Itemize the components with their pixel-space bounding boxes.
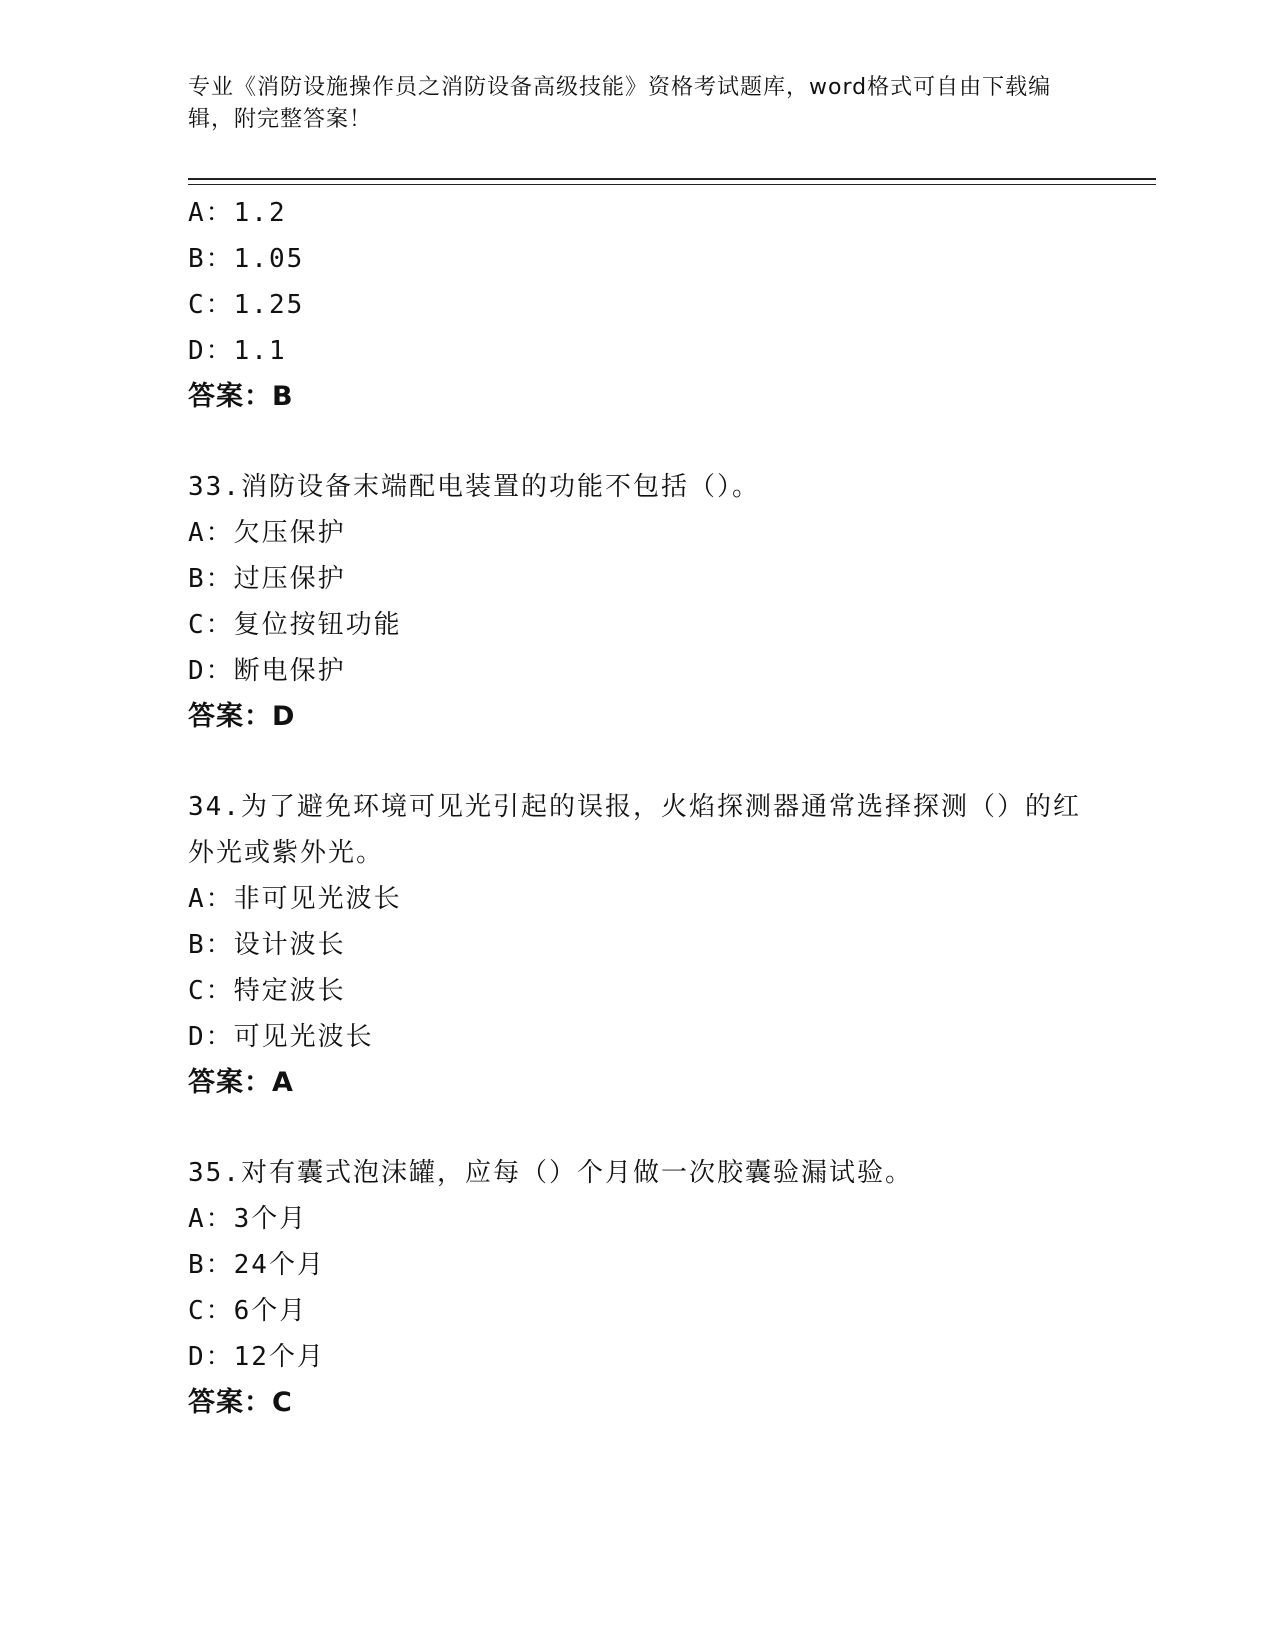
option-a: A：欠压保护 — [188, 518, 346, 548]
option-d: D：断电保护 — [188, 656, 346, 686]
question-text: 34.为了避免环境可见光引起的误报，火焰探测器通常选择探测（）的红外光或紫外光。 — [188, 792, 1081, 868]
option-a: A：3个月 — [188, 1204, 308, 1234]
question-block-34 — [188, 784, 1088, 1106]
option-d: D：可见光波长 — [188, 1022, 374, 1052]
option-b: B：1.05 — [188, 244, 305, 274]
option-a: A：非可见光波长 — [188, 884, 402, 914]
option-d: D：1.1 — [188, 336, 287, 366]
option-c: C：1.25 — [188, 290, 305, 320]
answer: 答案：C — [188, 1387, 293, 1418]
option-d: D：12个月 — [188, 1342, 325, 1372]
document-header: 专业《消防设施操作员之消防设备高级技能》资格考试题库，word格式可自由下载编辑，附完整答案！ — [188, 75, 1052, 132]
question-text: 35.对有囊式泡沫罐，应每（）个月做一次胶囊验漏试验。 — [188, 1158, 913, 1188]
question-text: 33.消防设备末端配电装置的功能不包括（）。 — [188, 472, 760, 502]
option-b: B：过压保护 — [188, 564, 346, 594]
option-b: B：设计波长 — [188, 930, 346, 960]
header-divider-thin — [188, 184, 1156, 185]
option-a: A：1.2 — [188, 198, 287, 228]
answer: 答案：A — [188, 1067, 294, 1098]
question-list — [188, 190, 1088, 1426]
option-c: C：6个月 — [188, 1296, 308, 1326]
question-block-33 — [188, 464, 1088, 740]
option-c: C：特定波长 — [188, 976, 346, 1006]
question-block-35 — [188, 1150, 1088, 1426]
answer: 答案：B — [188, 381, 294, 412]
option-b: B：24个月 — [188, 1250, 325, 1280]
question-block-32 — [188, 190, 1088, 420]
option-c: C：复位按钮功能 — [188, 610, 402, 640]
answer: 答案：D — [188, 701, 296, 732]
header-divider-thick — [188, 178, 1156, 180]
